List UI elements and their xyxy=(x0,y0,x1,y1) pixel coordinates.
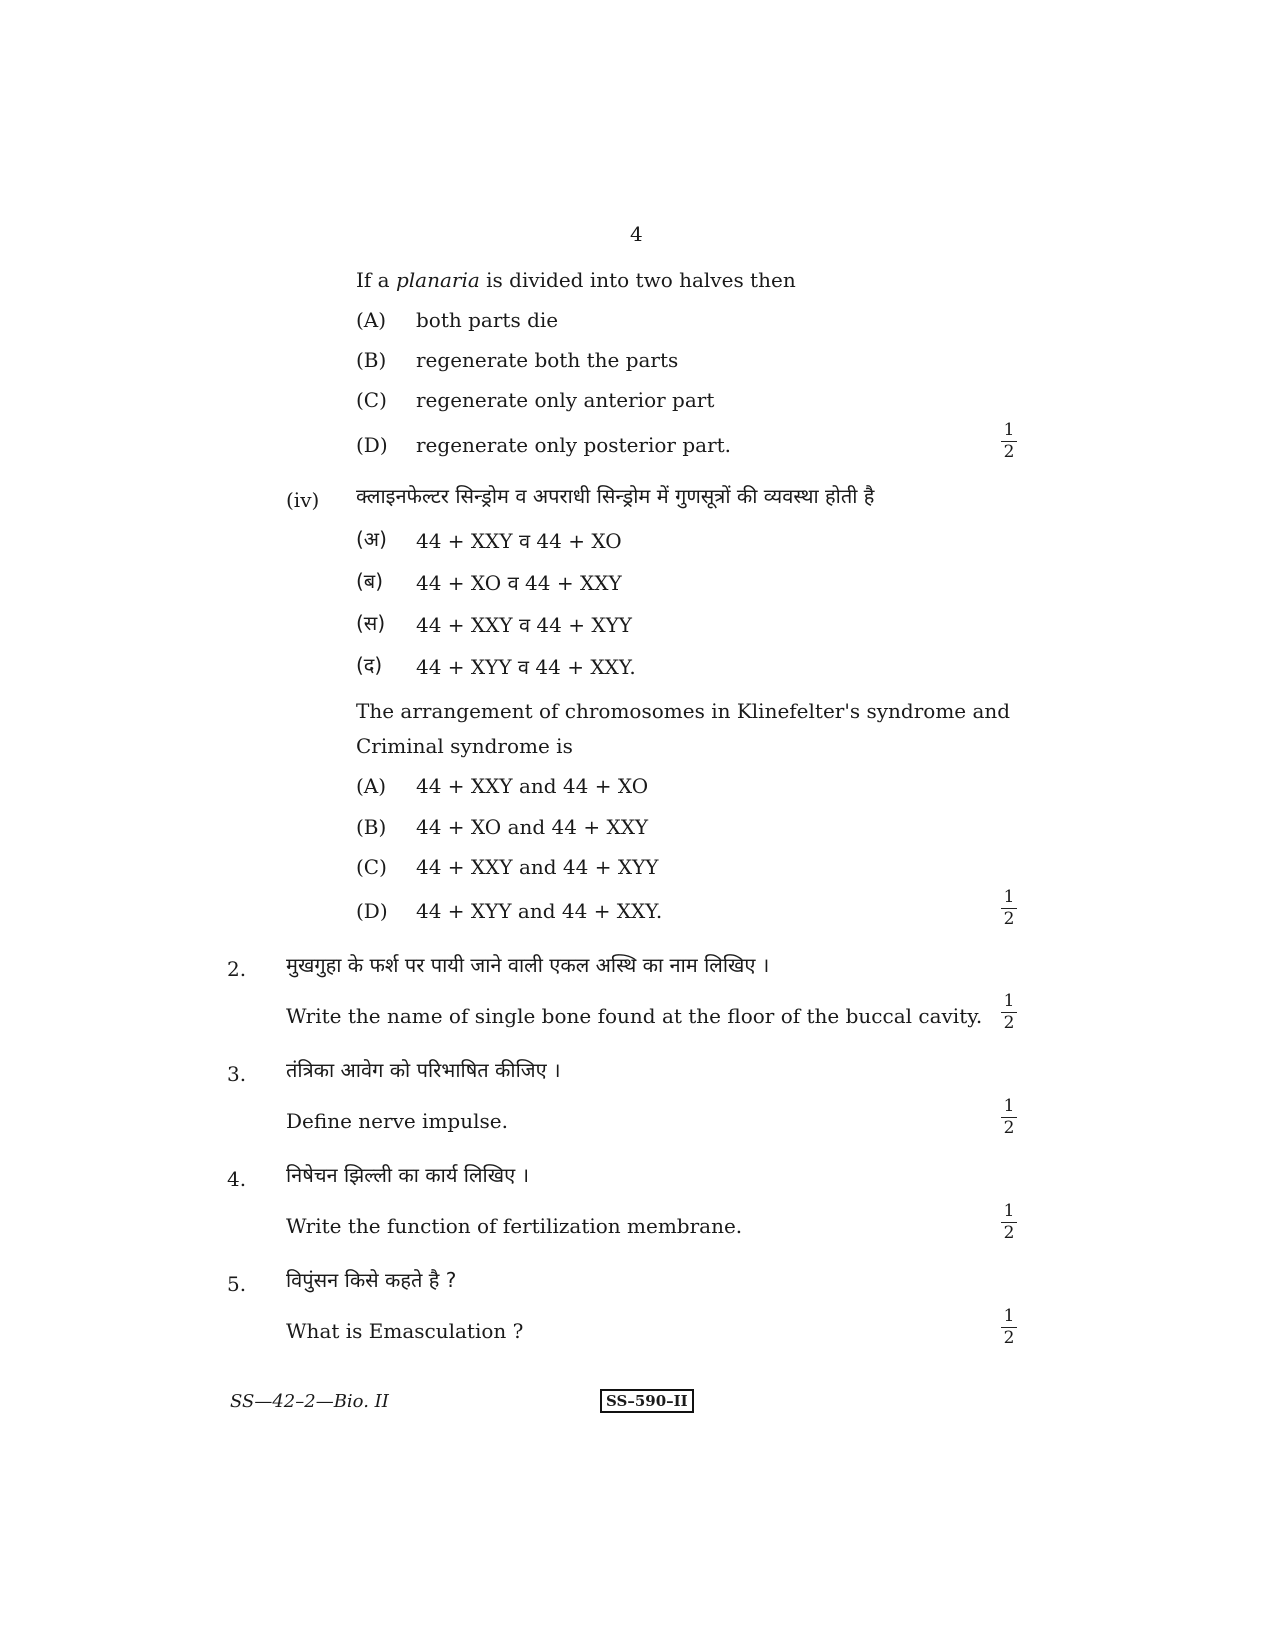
stem-prefix: If a xyxy=(356,268,396,292)
option-text: 44 + XXY and 44 + XYY xyxy=(416,855,659,879)
marks-denominator: 2 xyxy=(1003,1013,1015,1033)
option-text: 44 + XYY and 44 + XXY. xyxy=(416,899,663,923)
question-number: (iv) xyxy=(286,488,320,512)
footer-paper-code: SS—42–2—Bio. II xyxy=(230,1391,389,1412)
marks-numerator: 1 xyxy=(1003,887,1015,907)
marks-denominator: 2 xyxy=(1003,1223,1015,1243)
option-text: 44 + XYY व 44 + XXY. xyxy=(416,655,636,679)
question-english: Define nerve impulse. xyxy=(286,1109,508,1133)
marks-fraction xyxy=(999,888,1019,929)
question-number: 2. xyxy=(227,957,247,981)
page-number: 4 xyxy=(630,222,643,246)
option-text: 44 + XXY व 44 + XO xyxy=(416,529,622,553)
question-iv-english-stem-line2: Criminal syndrome is xyxy=(356,734,573,758)
question-english: Write the function of fertilization membrane. xyxy=(286,1214,743,1238)
marks-fraction xyxy=(999,1307,1019,1348)
question-number: 5. xyxy=(227,1272,247,1296)
question-english: What is Emasculation ? xyxy=(286,1319,524,1343)
option-label: (D) xyxy=(356,433,388,457)
marks-numerator: 1 xyxy=(1003,1096,1015,1116)
option-label: (A) xyxy=(356,774,387,798)
option-text: 44 + XXY व 44 + XYY xyxy=(416,613,633,637)
question-hindi: तंत्रिका आवेग को परिभाषित कीजिए । xyxy=(286,1058,561,1082)
option-text: 44 + XO and 44 + XXY xyxy=(416,815,649,839)
question-hindi: मुखगुहा के फर्श पर पायी जाने वाली एकल अस्थि का नाम लिखिए । xyxy=(286,953,770,977)
question-iv-english-stem-line1: The arrangement of chromosomes in Klinefelter's syndrome and xyxy=(356,699,1011,723)
option-label: (B) xyxy=(356,815,387,839)
footer-boxed-code: SS–590–II xyxy=(600,1389,694,1413)
option-text: 44 + XXY and 44 + XO xyxy=(416,774,649,798)
marks-denominator: 2 xyxy=(1003,442,1015,462)
question-number: 3. xyxy=(227,1062,247,1086)
question-iii-stem xyxy=(356,268,796,292)
marks-fraction xyxy=(999,1202,1019,1243)
marks-fraction xyxy=(999,421,1019,462)
question-hindi: निषेचन झिल्ली का कार्य लिखिए । xyxy=(286,1163,530,1187)
question-iv-hindi-stem: क्लाइनफेल्टर सिन्ड्रोम व अपराधी सिन्ड्रोम में गुणसूत्रों की व्यवस्था होती है xyxy=(356,484,875,508)
marks-numerator: 1 xyxy=(1003,1201,1015,1221)
marks-denominator: 2 xyxy=(1003,909,1015,929)
option-text: both parts die xyxy=(416,308,559,332)
option-text: regenerate both the parts xyxy=(416,348,679,372)
marks-numerator: 1 xyxy=(1003,1306,1015,1326)
marks-fraction xyxy=(999,992,1019,1033)
stem-suffix: is divided into two halves then xyxy=(479,268,796,292)
option-text: 44 + XO व 44 + XXY xyxy=(416,571,622,595)
option-label: (ब) xyxy=(356,569,384,593)
option-label: (B) xyxy=(356,348,387,372)
option-label: (द) xyxy=(356,653,383,677)
marks-numerator: 1 xyxy=(1003,420,1015,440)
marks-numerator: 1 xyxy=(1003,991,1015,1011)
option-text: regenerate only posterior part. xyxy=(416,433,732,457)
option-label: (C) xyxy=(356,855,387,879)
option-text: regenerate only anterior part xyxy=(416,388,715,412)
question-english: Write the name of single bone found at the floor of the buccal cavity. xyxy=(286,1004,983,1028)
question-hindi: विपुंसन किसे कहते है ? xyxy=(286,1268,457,1292)
option-label: (अ) xyxy=(356,527,387,551)
question-number: 4. xyxy=(227,1167,247,1191)
marks-fraction xyxy=(999,1097,1019,1138)
stem-italic: planaria xyxy=(395,268,480,292)
marks-denominator: 2 xyxy=(1003,1328,1015,1348)
marks-denominator: 2 xyxy=(1003,1118,1015,1138)
option-label: (D) xyxy=(356,899,388,923)
option-label: (C) xyxy=(356,388,387,412)
option-label: (स) xyxy=(356,611,386,635)
option-label: (A) xyxy=(356,308,387,332)
